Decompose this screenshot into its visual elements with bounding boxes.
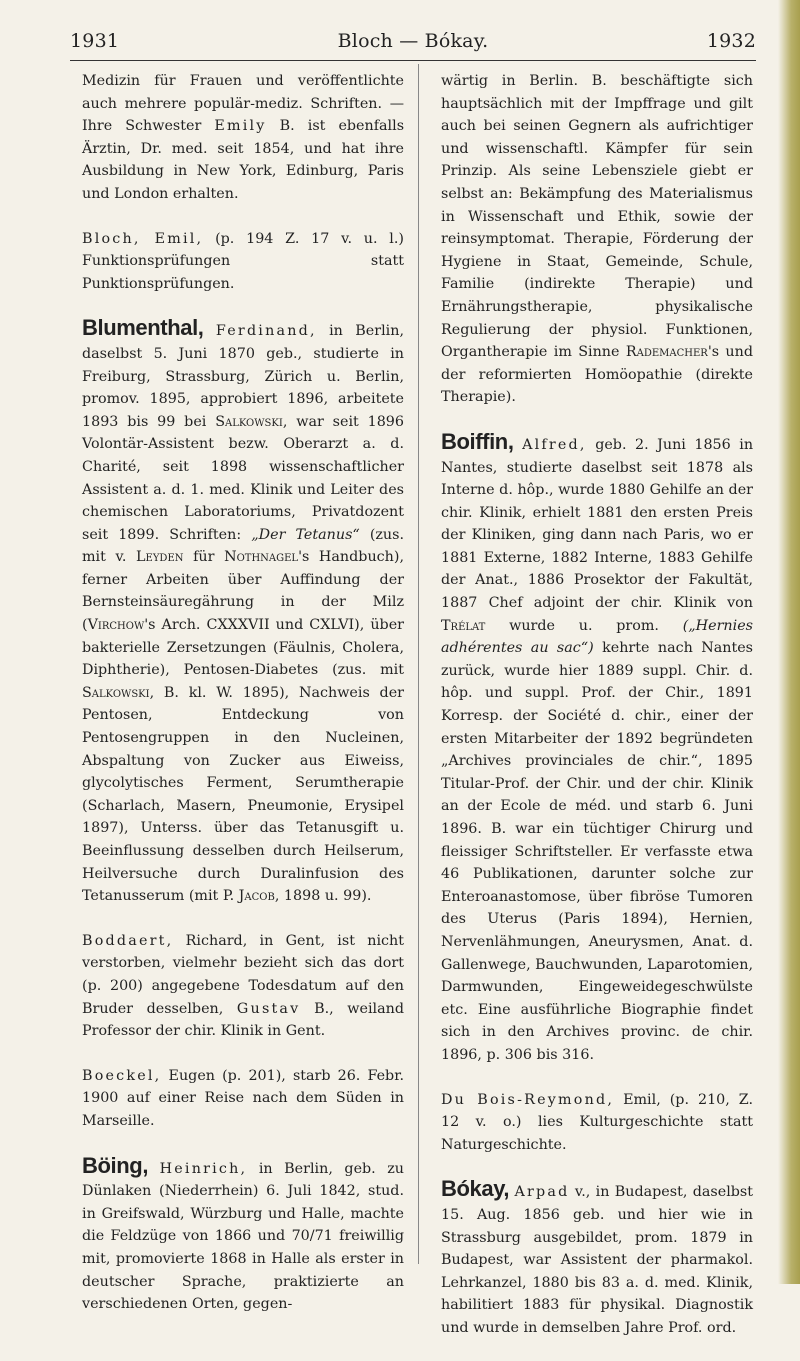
header-rule: [70, 60, 756, 61]
entry-boeckel: Boeckel, Eugen (p. 201), starb 26. Febr. 1900 auf einer Reise nach dem Süden in Marseille.: [82, 1067, 404, 1129]
entry-bloch-emil: Bloch, Emil, (p. 194 Z. 17 v. u. l.) Funktionsprüfungen statt Punktionsprüfungen.: [82, 230, 404, 292]
entry-blumenthal: Blumenthal, Ferdinand, in Berlin, daselbst 5. Juni 1870 geb., studierte in Freiburg, Strassburg, Zürich u. Berlin, promov. 1895, approbiert 1896, arbeitete 1893 bis 99 bei Salkowski, war seit 1896 Volontär-Assistent bezw. Oberarzt a. d. Charité, seit 1898 wissenschaftlicher Assistent a. d. 1. med. Klinik und Leiter des chemischen Laboratoriums, Privatdozent seit 1899. Schriften: „Der Tetanus“ (zus. mit v. Leyden für Nothnagel's Handbuch), ferner Arbeiten über Auffindung der Bernsteinsäuregährung in der Milz (Virchow's Arch. CXXXVII und CXLVI), über bakterielle Zersetzungen (Fäulnis, Cholera, Diphtherie), Pentosen-Diabetes (zus. mit Salkowski, B. kl. W. 1895), Nachweis der Pentosen, Entdeckung von Pentosengruppen in den Nucleinen, Abspaltung von Zucker aus Eiweiss, glycolytisches Ferment, Serumtherapie (Scharlach, Masern, Pneumonie, Erysipel 1897), Unterss. über das Tetanusgift u. Beeinflussung desselben durch Heilserum, Heilversuche durch Duralinfusion des Tetanusserum (mit P. Jacob, 1898 u. 99).: [82, 315, 405, 905]
entry-blackwell-continued: Medizin für Frauen und veröffentlichte auch mehrere populär-mediz. Schriften. — Ihre Schwester Emily B. ist ebenfalls Ärztin, Dr. med. seit 1854, und hat ihre Ausbildung in New York, Edinburg, Paris und London erhalten.: [82, 73, 405, 202]
entry-boeing-continued: wärtig in Berlin. B. beschäftigte sich hauptsächlich mit der Impffrage und gilt auch bei seinen Gegnern als aufrichtiger und wissenschaftl. Kämpfer für sein Prinzip. Als seine Lebensziele giebt er selbst an: Bekämpfung des Materialismus in Wissenschaft und Ethik, sowie der reinsymptomat. Therapie, Förderung der Hygiene in Staat, Gemeinde, Schule, Familie (indirekte Therapie) und Ernährungstherapie, physikalische Regulierung der physiol. Funktionen, Organtherapie im Sinne Rademacher's und der reformierten Homöopathie (direkte Therapie).: [441, 73, 754, 406]
running-title: Bloch — Bókay.: [337, 30, 489, 52]
page-number-right: 1932: [706, 30, 756, 52]
running-header: [70, 24, 756, 60]
entry-boiffin: Boiffin, Alfred, geb. 2. Juni 1856 in Nantes, studierte daselbst seit 1878 als Interne d. hôp., wurde 1880 Gehilfe an der chir. Klinik, erhielt 1881 den ersten Preis der Kliniken, ging dann nach Paris, wo er 1881 Externe, 1882 Interne, 1883 Gehilfe der Anat., 1886 Prosektor der Fakultät, 1887 Chef adjoint der chir. Klinik von Trélat wurde u. prom. („Hernies adhérentes au sac“) kehrte nach Nantes zurück, wurde hier 1889 suppl. Chir. d. hôp. und suppl. Prof. der Chir., 1891 Korresp. der Société d. chir., einer der ersten Mitarbeiter der 1892 begründeten „Archives provinciales de chir.“, 1895 Titular-Prof. der Chir. und der chir. Klinik an der Ecole de méd. und starb 6. Juni 1896. B. war ein tüchtiger Chirurg und fleissiger Schriftsteller. Er verfasste etwa 46 Publikationen, darunter solche zur Enteroanastomose, über fibröse Tumoren des Uterus (Paris 1894), Hernien, Nervenlähmungen, Aneurysmen, Anat. d. Gallenwege, Bauchwunden, Laparotomien, Darmwunden, Eingeweidegeschwülste etc. Eine ausführliche Biographie findet sich in den Archives provinc. de chir. 1896, p. 306 bis 316.: [441, 428, 754, 1063]
entry-boddaert: Boddaert, Richard, in Gent, ist nicht verstorben, vielmehr bezieht sich das dort (p. 200) angegebene Todesdatum auf den Bruder desselben, Gustav B., weiland Professor der chir. Klinik in Gent.: [82, 932, 405, 1040]
column-divider: [418, 64, 419, 1264]
page-number-left: 1931: [70, 30, 120, 52]
entry-bokay: Bókay, Arpad v., in Budapest, daselbst 15. Aug. 1856 geb. und hier wie in Strassburg ausgebildet, prom. 1879 in Budapest, war Assistent der pharmakol. Lehrkanzel, 1880 bis 83 a. d. med. Klinik, habilitiert 1883 für physikal. Diagnostik und wurde in demselben Jahre Prof. ord.: [441, 1176, 753, 1336]
entry-du-bois-reymond: Du Bois-Reymond, Emil, (p. 210, Z. 12 v. o.) lies Kulturgeschichte statt Naturgeschichte.: [441, 1091, 754, 1153]
right-column: [441, 70, 753, 1361]
left-column: [82, 70, 404, 1338]
entry-boeing: Böing, Heinrich, in Berlin, geb. zu Dünlaken (Niederrhein) 6. Juli 1842, stud. in Greifswald, Würzburg und Halle, machte die Feldzüge von 1866 und 70/71 freiwillig mit, promovierte 1868 in Halle als erster in deutscher Sprache, praktizierte an verschiedenen Orten, gegen-: [82, 1152, 405, 1313]
page-edge: [778, 0, 800, 1284]
